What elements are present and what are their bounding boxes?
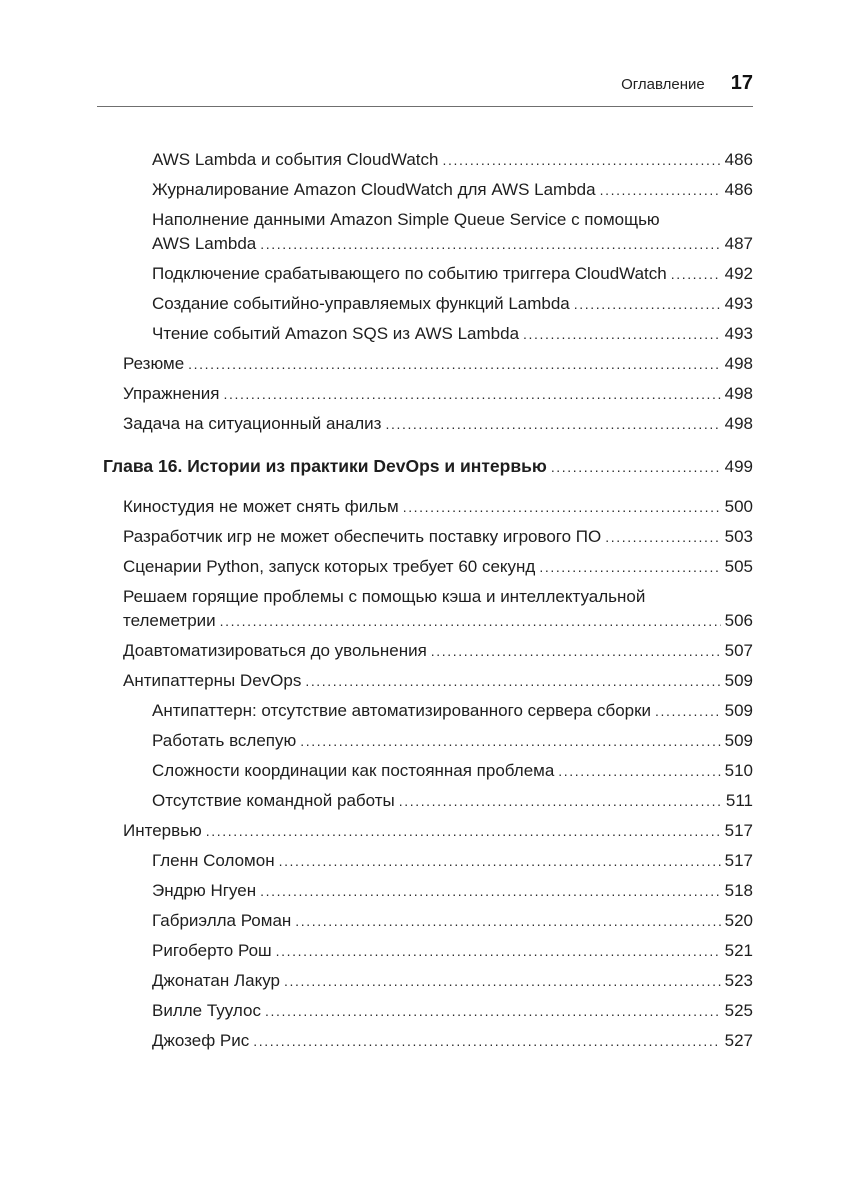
toc-entry	[152, 849, 753, 873]
toc-entry	[123, 639, 753, 663]
dot-leader	[206, 819, 721, 843]
dot-leader	[600, 178, 721, 202]
toc-entry-label: Доавтоматизироваться до увольнения	[123, 641, 427, 660]
toc-entry	[152, 322, 753, 346]
toc-entry-label: Создание событийно-управляемых функций Lambda	[152, 294, 570, 313]
dot-leader	[671, 262, 721, 286]
dot-leader	[558, 759, 721, 783]
toc-entry-label: Разработчик игр не может обеспечить поставку игрового ПО	[123, 527, 602, 546]
toc-entry	[152, 262, 753, 286]
toc-entry-label: Задача на ситуационный анализ	[123, 414, 382, 433]
toc-entry-label: Антипаттерн: отсутствие автоматизированного сервера сборки	[152, 701, 652, 720]
toc-entry-page: 521	[724, 941, 753, 960]
toc-entry-label: Джозеф Рис	[152, 1031, 250, 1050]
toc-entry-page: 498	[724, 354, 753, 373]
toc-entry-label-line1: Наполнение данными Amazon Simple Queue Service с помощью	[152, 210, 660, 229]
dot-leader	[260, 879, 721, 903]
dot-leader	[295, 909, 721, 933]
toc-entry-page: 486	[724, 180, 753, 199]
toc-entry-page: 517	[724, 851, 753, 870]
toc-entry	[123, 669, 753, 693]
toc-entry-label: телеметрии	[123, 611, 216, 630]
toc-entry	[152, 939, 753, 963]
toc-entry-page: 511	[725, 791, 753, 810]
toc-entry-page: 507	[724, 641, 753, 660]
toc-entry	[152, 1029, 753, 1053]
toc-entry	[152, 178, 753, 202]
toc-entry	[152, 969, 753, 993]
toc-entry-page: 509	[724, 671, 753, 690]
page-content	[97, 72, 753, 1059]
toc-entry	[152, 699, 753, 723]
dot-leader	[279, 849, 721, 873]
dot-leader	[260, 232, 721, 256]
toc-entry-page: 500	[724, 497, 753, 516]
toc-entry	[123, 585, 753, 633]
dot-leader	[305, 669, 721, 693]
dot-leader	[574, 292, 721, 316]
toc-entry-label: AWS Lambda	[152, 234, 257, 253]
toc-entry-label: Сложности координации как постоянная проблема	[152, 761, 555, 780]
toc-entry	[152, 759, 753, 783]
toc-entry-page: 486	[724, 150, 753, 169]
toc-entry	[152, 292, 753, 316]
toc-entry-label: Вилле Туулос	[152, 1001, 261, 1020]
toc-entry	[152, 879, 753, 903]
toc-entry-page: 525	[724, 1001, 753, 1020]
toc-entry	[123, 382, 753, 406]
toc-entry-page: 520	[724, 911, 753, 930]
toc-entry-page: 523	[724, 971, 753, 990]
toc-entry-page: 509	[724, 731, 753, 750]
dot-leader	[551, 455, 721, 479]
toc-entry	[152, 999, 753, 1023]
toc-entry	[123, 412, 753, 436]
dot-leader	[300, 729, 721, 753]
dot-leader	[605, 525, 721, 549]
toc-entry	[152, 148, 753, 172]
dot-leader	[523, 322, 721, 346]
running-head-title: Оглавление	[621, 76, 705, 93]
toc-entry-page: 510	[724, 761, 753, 780]
toc-entry	[152, 729, 753, 753]
toc-entry	[123, 495, 753, 519]
toc-entry	[152, 909, 753, 933]
toc-entry-page: 503	[724, 527, 753, 546]
toc-entry-label: Интервью	[123, 821, 202, 840]
toc-entry-label: Упражнения	[123, 384, 220, 403]
toc-entry-label: AWS Lambda и события CloudWatch	[152, 150, 439, 169]
toc-entry-page: 493	[724, 324, 753, 343]
toc-entry	[123, 555, 753, 579]
toc-entry	[123, 819, 753, 843]
toc-entry-page: 493	[724, 294, 753, 313]
dot-leader	[442, 148, 721, 172]
toc-entry-label: Джонатан Лакур	[152, 971, 280, 990]
toc-entry	[123, 352, 753, 376]
toc-entry-label: Глава 16. Истории из практики DevOps и интервью	[103, 456, 547, 476]
dot-leader	[539, 555, 721, 579]
toc-entry-page: 517	[724, 821, 753, 840]
toc-entry-page: 498	[724, 414, 753, 433]
toc-entry-label: Габриэлла Роман	[152, 911, 292, 930]
dot-leader	[265, 999, 721, 1023]
dot-leader	[431, 639, 721, 663]
dot-leader	[399, 789, 721, 813]
toc-entry-label: Антипаттерны DevOps	[123, 671, 302, 690]
toc-entry	[123, 525, 753, 549]
dot-leader	[188, 352, 721, 376]
toc-entry-label: Чтение событий Amazon SQS из AWS Lambda	[152, 324, 520, 343]
toc-entry-label: Работать вслепую	[152, 731, 297, 750]
toc-entry-page: 506	[724, 611, 753, 630]
dot-leader	[223, 382, 721, 406]
toc-entry-label: Сценарии Python, запуск которых требует 60 секунд	[123, 557, 536, 576]
toc-entry-label: Резюме	[123, 354, 185, 373]
toc-entry-label-line1: Решаем горящие проблемы с помощью кэша и интеллектуальной	[123, 587, 646, 606]
toc-entry-label: Подключение срабатывающего по событию триггера CloudWatch	[152, 264, 667, 283]
dot-leader	[276, 939, 721, 963]
dot-leader	[385, 412, 721, 436]
dot-leader	[403, 495, 721, 519]
toc-entry-label: Ригоберто Рош	[152, 941, 272, 960]
dot-leader	[220, 609, 721, 633]
toc-entry-label: Журналирование Amazon CloudWatch для AWS Lambda	[152, 180, 596, 199]
toc-entry-page: 518	[724, 881, 753, 900]
toc-entry-label: Киностудия не может снять фильм	[123, 497, 399, 516]
dot-leader	[253, 1029, 721, 1053]
toc-entry	[152, 789, 753, 813]
toc-entry-page: 505	[724, 557, 753, 576]
toc-entry	[152, 208, 753, 256]
toc-entry-label: Отсутствие командной работы	[152, 791, 395, 810]
dot-leader	[284, 969, 721, 993]
toc-entry-page: 499	[724, 457, 753, 476]
toc-entry-page: 509	[724, 701, 753, 720]
toc-entry-label: Эндрю Нгуен	[152, 881, 257, 900]
running-head-page-number: 17	[730, 72, 753, 94]
running-head	[97, 72, 753, 107]
toc-entry-page: 487	[724, 234, 753, 253]
toc-chapter-entry	[103, 454, 753, 479]
dot-leader	[655, 699, 721, 723]
toc-entry-page: 498	[724, 384, 753, 403]
toc-entry-page: 527	[724, 1031, 753, 1050]
toc-list	[97, 148, 753, 1053]
toc-entry-page: 492	[724, 264, 753, 283]
toc-entry-label: Гленн Соломон	[152, 851, 275, 870]
